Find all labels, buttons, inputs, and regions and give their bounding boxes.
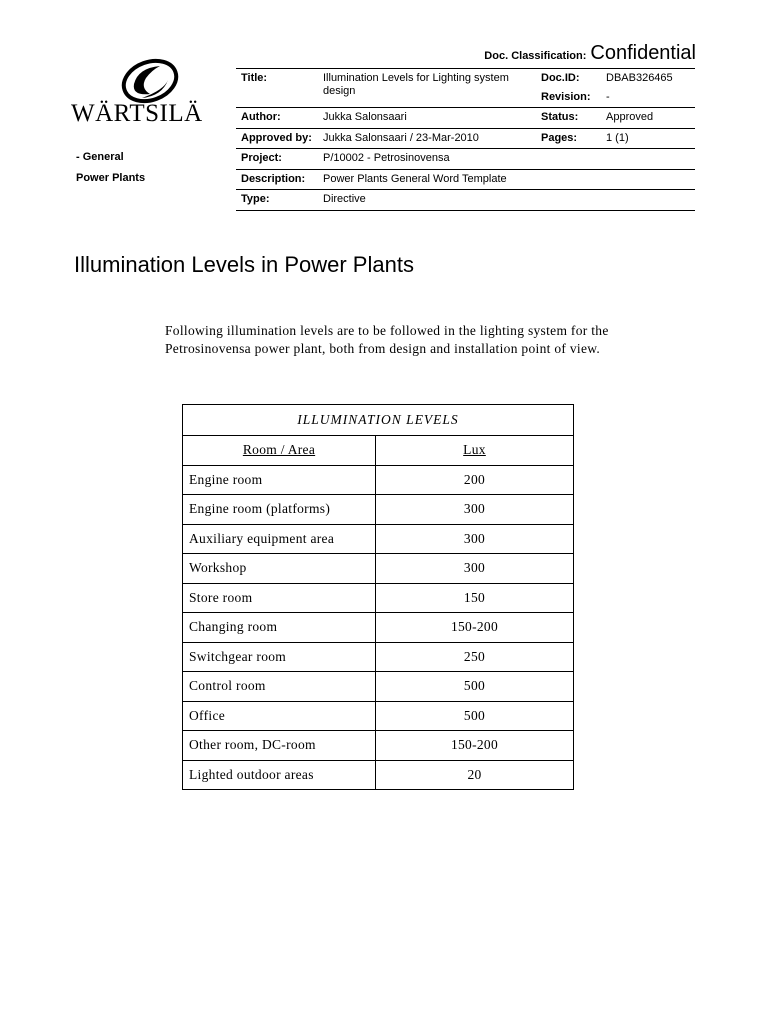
column-header-room: Room / Area [183, 436, 376, 466]
room-cell: Engine room (platforms) [183, 495, 376, 525]
classification-value: Confidential [590, 42, 696, 64]
author-value: Jukka Salonsaari [323, 111, 407, 123]
lux-cell: 200 [376, 465, 574, 495]
approved-value: Jukka Salonsaari / 23-Mar-2010 [323, 131, 479, 144]
type-value: Directive [323, 193, 366, 205]
lux-cell: 300 [376, 524, 574, 554]
table-header-row [183, 436, 574, 466]
status-label: Status: [541, 111, 579, 123]
room-cell: Lighted outdoor areas [183, 760, 376, 790]
table-title: ILLUMINATION LEVELS [183, 405, 574, 436]
title-label: Title: [241, 72, 268, 84]
revision-value: - [606, 91, 610, 103]
header-row-type [236, 190, 695, 211]
room-cell: Other room, DC-room [183, 731, 376, 761]
classification-label: Doc. Classification: [484, 50, 587, 62]
intro-paragraph: Following illumination levels are to be followed in the lighting system for the Petrosinovensa power plant, both from design and installation point of view. [165, 323, 609, 356]
wartsila-swirl-icon [120, 58, 180, 104]
page-title: Illumination Levels in Power Plants [74, 252, 414, 277]
description-label: Description: [241, 172, 306, 185]
lux-cell: 500 [376, 701, 574, 731]
project-value: P/10002 - Petrosinovensa [323, 152, 450, 164]
table-row [183, 701, 574, 731]
illumination-table [182, 404, 574, 790]
header-row-project [236, 149, 695, 170]
header-row-description [236, 170, 695, 191]
table-title-row [183, 405, 574, 436]
room-cell: Store room [183, 583, 376, 613]
header-row-approved [236, 129, 695, 150]
author-label: Author: [241, 111, 281, 123]
room-cell: Workshop [183, 554, 376, 584]
table-row [183, 554, 574, 584]
header-row-title [236, 68, 695, 108]
room-cell: Switchgear room [183, 642, 376, 672]
project-label: Project: [241, 152, 282, 164]
lux-cell: 300 [376, 495, 574, 525]
docid-label: Doc.ID: [541, 72, 580, 84]
table-row [183, 465, 574, 495]
type-label: Type: [241, 193, 270, 205]
table-row [183, 495, 574, 525]
lux-cell: 300 [376, 554, 574, 584]
description-value: Power Plants General Word Template [323, 172, 507, 185]
status-value: Approved [606, 111, 654, 123]
approved-label: Approved by: [241, 131, 312, 144]
room-cell: Auxiliary equipment area [183, 524, 376, 554]
column-header-lux: Lux [376, 436, 574, 466]
lux-cell: 250 [376, 642, 574, 672]
header-row-author [236, 108, 695, 129]
lux-cell: 150 [376, 583, 574, 613]
table-row [183, 760, 574, 790]
pages-label: Pages: [541, 131, 578, 144]
lux-cell: 20 [376, 760, 574, 790]
lux-cell: 150-200 [376, 613, 574, 643]
lux-cell: 500 [376, 672, 574, 702]
docid-value: DBAB326465 [606, 72, 673, 84]
lux-cell: 150-200 [376, 731, 574, 761]
table-row [183, 583, 574, 613]
room-cell: Engine room [183, 465, 376, 495]
logo-text: WÄRTSILÄ [71, 100, 203, 127]
doc-classification [484, 42, 696, 65]
room-cell: Control room [183, 672, 376, 702]
table-row [183, 642, 574, 672]
table-row [183, 672, 574, 702]
table-row [183, 731, 574, 761]
title-value: Illumination Levels for Lighting system design [323, 72, 509, 97]
table-row [183, 524, 574, 554]
room-cell: Changing room [183, 613, 376, 643]
document-header [236, 68, 695, 211]
wartsila-logo [68, 58, 203, 130]
sidebar-category: - General [76, 151, 124, 163]
pages-value: 1 (1) [606, 131, 629, 144]
table-row [183, 613, 574, 643]
sidebar-subcategory: Power Plants [76, 172, 146, 184]
room-cell: Office [183, 701, 376, 731]
revision-label: Revision: [541, 91, 591, 103]
